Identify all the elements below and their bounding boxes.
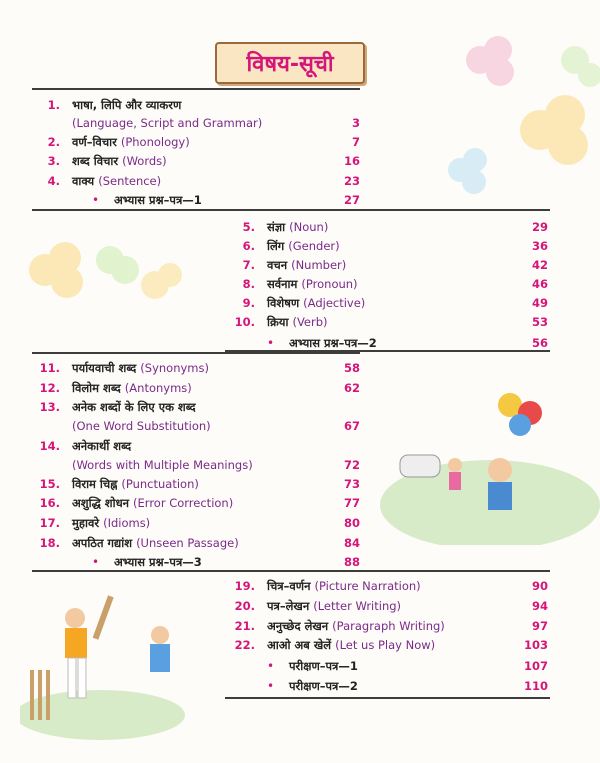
entry-english-title: (Noun) (289, 220, 329, 234)
toc-entry (0, 152, 600, 170)
entry-title (72, 417, 211, 435)
entry-title: लिंग (Gender) (267, 239, 340, 253)
entry-page-number: 88 (343, 555, 360, 569)
toc-entry (0, 313, 600, 331)
entry-title: विशेषण (Adjective) (267, 296, 366, 310)
entry-page-number: 72 (343, 458, 360, 472)
entry-title: संज्ञा (Noun) (267, 220, 329, 234)
toc-entry (0, 494, 600, 512)
entry-number: 21. (234, 619, 255, 633)
entry-page-number: 53 (531, 315, 548, 329)
toc-entry (0, 597, 600, 615)
toc-entry (0, 577, 600, 595)
entry-page-number: 80 (343, 516, 360, 530)
entry-english-title: (Letter Writing) (313, 599, 402, 613)
toc-entry (0, 218, 600, 236)
entry-english-title: (Language, Script and Grammar) (72, 116, 263, 130)
entry-page-number: 27 (343, 193, 360, 207)
entry-title: वाक्य (Sentence) (72, 174, 162, 188)
entry-page-number: 84 (343, 536, 360, 550)
toc-entry (0, 294, 600, 312)
bullet-icon: • (267, 679, 275, 693)
bullet-icon: • (92, 555, 100, 569)
entry-page-number: 97 (531, 619, 548, 633)
toc-entry (0, 133, 600, 151)
entry-number: 17. (39, 516, 60, 530)
bullet-icon: • (267, 336, 275, 350)
entry-page-number: 3 (351, 116, 360, 130)
entry-title (72, 114, 262, 132)
entry-title: क्रिया (Verb) (267, 315, 328, 329)
toc-entry (0, 514, 600, 532)
entry-english-title: (Phonology) (120, 135, 190, 149)
toc-entry (0, 237, 600, 255)
entry-page-number: 16 (343, 154, 360, 168)
entry-title: चित्र–वर्णन (Picture Narration) (267, 579, 421, 593)
entry-page-number: 36 (531, 239, 548, 253)
entry-page-number: 73 (343, 477, 360, 491)
entry-number: 6. (242, 239, 255, 253)
entry-number: 16. (39, 496, 60, 510)
entry-title: पर्यायवाची शब्द (Synonyms) (72, 361, 209, 375)
toc-entry (0, 456, 600, 474)
entry-english-title: (Gender) (288, 239, 340, 253)
entry-title: अपठित गद्यांश (Unseen Passage) (72, 536, 239, 550)
entry-page-number: 77 (343, 496, 360, 510)
page-title: विषय-सूची (246, 52, 334, 77)
toc-entry (0, 475, 600, 493)
entry-page-number: 23 (343, 174, 360, 188)
entry-english-title: (Antonyms) (124, 381, 192, 395)
entry-english-title: (Error Correction) (133, 496, 234, 510)
entry-number: 13. (39, 400, 60, 414)
entry-english-title: (Words with Multiple Meanings) (72, 458, 253, 472)
entry-title: विराम चिह्न (Punctuation) (72, 477, 199, 491)
entry-number: 14. (39, 439, 60, 453)
entry-number: 19. (234, 579, 255, 593)
entry-number: 9. (242, 296, 255, 310)
entry-english-title: (Unseen Passage) (136, 536, 239, 550)
entry-english-title: (Number) (291, 258, 347, 272)
entry-number: 8. (242, 277, 255, 291)
entry-number: 5. (242, 220, 255, 234)
entry-title (72, 456, 253, 474)
section-divider (225, 697, 550, 699)
toc-entry (0, 398, 600, 416)
toc-entry (0, 96, 600, 114)
section-divider (32, 352, 360, 354)
entry-page-number: 49 (531, 296, 548, 310)
entry-english-title: (One Word Substitution) (72, 419, 211, 433)
bullet-icon: • (92, 193, 100, 207)
entry-english-title: (Adjective) (303, 296, 366, 310)
entry-english-title: (Idioms) (103, 516, 151, 530)
entry-title: परीक्षण–पत्र—1 (289, 659, 358, 673)
section-divider (32, 88, 360, 90)
entry-title: अभ्यास प्रश्न–पत्र—1 (114, 193, 202, 207)
toc-entry (0, 191, 600, 209)
entry-page-number: 7 (351, 135, 360, 149)
entry-title: वचन (Number) (267, 258, 347, 272)
entry-english-title: (Picture Narration) (314, 579, 421, 593)
entry-english-title: (Verb) (292, 315, 328, 329)
entry-number: 22. (234, 638, 255, 652)
entry-page-number: 110 (523, 679, 548, 693)
entry-title: वर्ण–विचार (Phonology) (72, 135, 190, 149)
entry-page-number: 46 (531, 277, 548, 291)
entry-title: अभ्यास प्रश्न–पत्र—3 (114, 555, 202, 569)
entry-english-title: (Let us Play Now) (335, 638, 436, 652)
toc-entry (0, 417, 600, 435)
toc-entry (0, 172, 600, 190)
entry-page-number: 90 (531, 579, 548, 593)
entry-title: मुहावरे (Idioms) (72, 516, 151, 530)
entry-number: 4. (47, 174, 60, 188)
entry-number: 11. (39, 361, 60, 375)
entry-page-number: 42 (531, 258, 548, 272)
toc-entry (0, 256, 600, 274)
entry-title: अशुद्धि शोधन (Error Correction) (72, 496, 234, 510)
entry-title: शब्द विचार (Words) (72, 154, 167, 168)
entry-page-number: 56 (531, 336, 548, 350)
entry-title: विलोम शब्द (Antonyms) (72, 381, 192, 395)
entry-number: 18. (39, 536, 60, 550)
entry-page-number: 58 (343, 361, 360, 375)
entry-title: अनेक शब्दों के लिए एक शब्द (72, 400, 196, 414)
toc-entry (0, 677, 600, 695)
toc-entry (0, 114, 600, 132)
entry-title: भाषा, लिपि और व्याकरण (72, 98, 182, 112)
bullet-icon: • (267, 659, 275, 673)
toc-entry (0, 636, 600, 654)
entry-english-title: (Pronoun) (301, 277, 358, 291)
entry-number: 7. (242, 258, 255, 272)
entry-number: 12. (39, 381, 60, 395)
entry-page-number: 29 (531, 220, 548, 234)
entry-title: पत्र–लेखन (Letter Writing) (267, 599, 402, 613)
entry-title: अभ्यास प्रश्न–पत्र—2 (289, 336, 377, 350)
entry-title: सर्वनाम (Pronoun) (267, 277, 358, 291)
entry-page-number: 62 (343, 381, 360, 395)
toc-entry (0, 617, 600, 635)
entry-title: अनेकार्थी शब्द (72, 439, 132, 453)
entry-page-number: 67 (343, 419, 360, 433)
toc-entry (0, 534, 600, 552)
entry-number: 1. (47, 98, 60, 112)
toc-entry (0, 359, 600, 377)
entry-english-title: (Paragraph Writing) (332, 619, 445, 633)
entry-page-number: 94 (531, 599, 548, 613)
entry-number: 2. (47, 135, 60, 149)
section-divider (225, 570, 550, 572)
entry-number: 15. (39, 477, 60, 491)
toc-entry (0, 275, 600, 293)
entry-number: 3. (47, 154, 60, 168)
toc-entry (0, 379, 600, 397)
entry-page-number: 103 (523, 638, 548, 652)
entry-number: 10. (234, 315, 255, 329)
entry-page-number: 107 (523, 659, 548, 673)
entry-english-title: (Words) (122, 154, 167, 168)
toc-entry (0, 657, 600, 675)
toc-entry (0, 553, 600, 571)
entry-english-title: (Sentence) (98, 174, 162, 188)
toc-entry (0, 437, 600, 455)
entry-english-title: (Synonyms) (140, 361, 209, 375)
entry-english-title: (Punctuation) (121, 477, 199, 491)
entry-title: अनुच्छेद लेखन (Paragraph Writing) (267, 619, 445, 633)
section-divider (225, 209, 550, 211)
entry-number: 20. (234, 599, 255, 613)
entry-title: आओ अब खेलें (Let us Play Now) (267, 638, 436, 652)
entry-title: परीक्षण–पत्र—2 (289, 679, 358, 693)
